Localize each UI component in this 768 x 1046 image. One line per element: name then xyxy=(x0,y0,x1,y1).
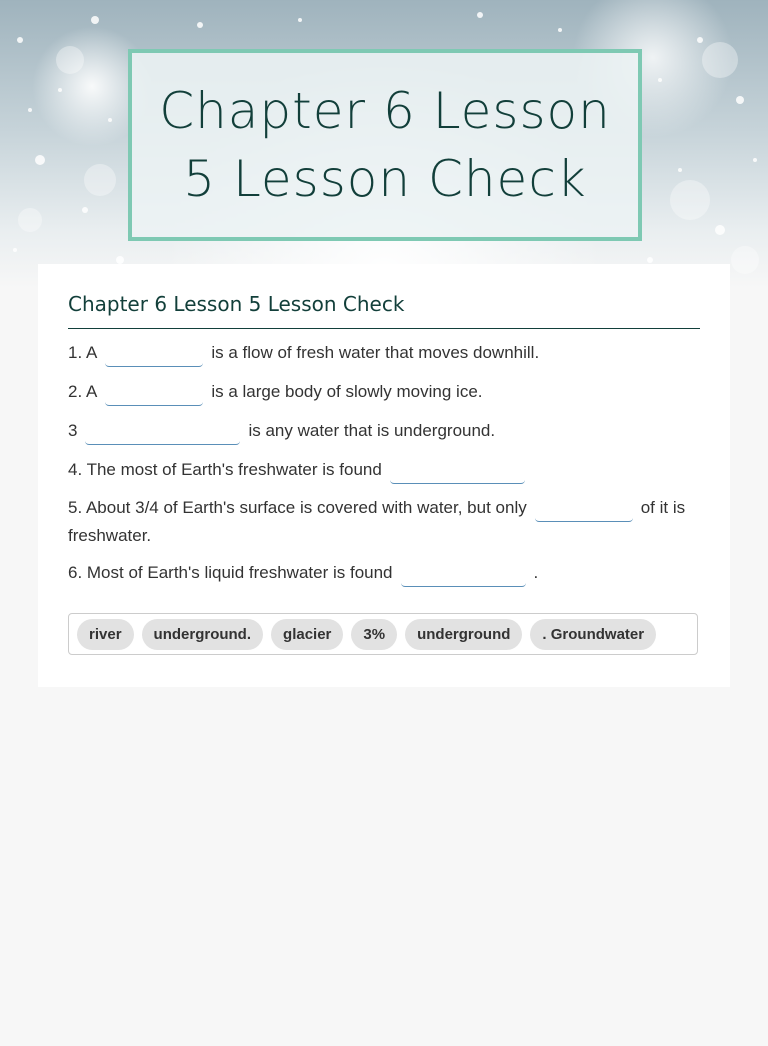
question-6 xyxy=(68,559,700,587)
title-divider xyxy=(68,328,700,329)
header-banner xyxy=(0,0,768,288)
answer-blank-5[interactable] xyxy=(535,495,633,522)
page-title: Chapter 6 Lesson 5 Lesson Check xyxy=(159,82,611,208)
answer-blank-3[interactable] xyxy=(85,418,240,445)
word-chip-glacier[interactable]: glacier xyxy=(271,619,343,650)
question-1 xyxy=(68,339,700,367)
answer-blank-1[interactable] xyxy=(105,340,203,367)
question-text: 6. Most of Earth's liquid freshwater is found xyxy=(68,563,393,582)
answer-blank-4[interactable] xyxy=(390,457,525,484)
word-chip-underground[interactable]: underground xyxy=(405,619,522,650)
question-text: is a large body of slowly moving ice. xyxy=(211,382,483,401)
question-text: 3 xyxy=(68,421,78,440)
question-text: of it is freshwater. xyxy=(68,498,686,545)
question-text: 5. About 3/4 of Earth's surface is covered with water, but only xyxy=(68,498,527,517)
question-text: 2. A xyxy=(68,382,98,401)
title-box xyxy=(128,49,642,241)
question-3 xyxy=(68,417,700,445)
question-4 xyxy=(68,456,700,484)
question-text: is a flow of fresh water that moves downhill. xyxy=(211,343,540,362)
question-2 xyxy=(68,378,700,406)
question-text: 1. A xyxy=(68,343,98,362)
question-text: 4. The most of Earth's freshwater is found xyxy=(68,460,382,479)
word-chip-river[interactable]: river xyxy=(77,619,134,650)
answer-blank-2[interactable] xyxy=(105,379,203,406)
word-bank xyxy=(68,613,698,655)
question-text: is any water that is underground. xyxy=(248,421,496,440)
word-chip-3-percent[interactable]: 3% xyxy=(351,619,397,650)
question-5 xyxy=(68,494,700,550)
answer-blank-6[interactable] xyxy=(401,560,526,587)
worksheet-title: Chapter 6 Lesson 5 Lesson Check xyxy=(68,292,405,316)
word-chip-underground-period[interactable]: underground. xyxy=(142,619,264,650)
word-chip-groundwater[interactable]: . Groundwater xyxy=(530,619,656,650)
question-text: . xyxy=(533,563,539,582)
worksheet-card xyxy=(38,264,730,687)
